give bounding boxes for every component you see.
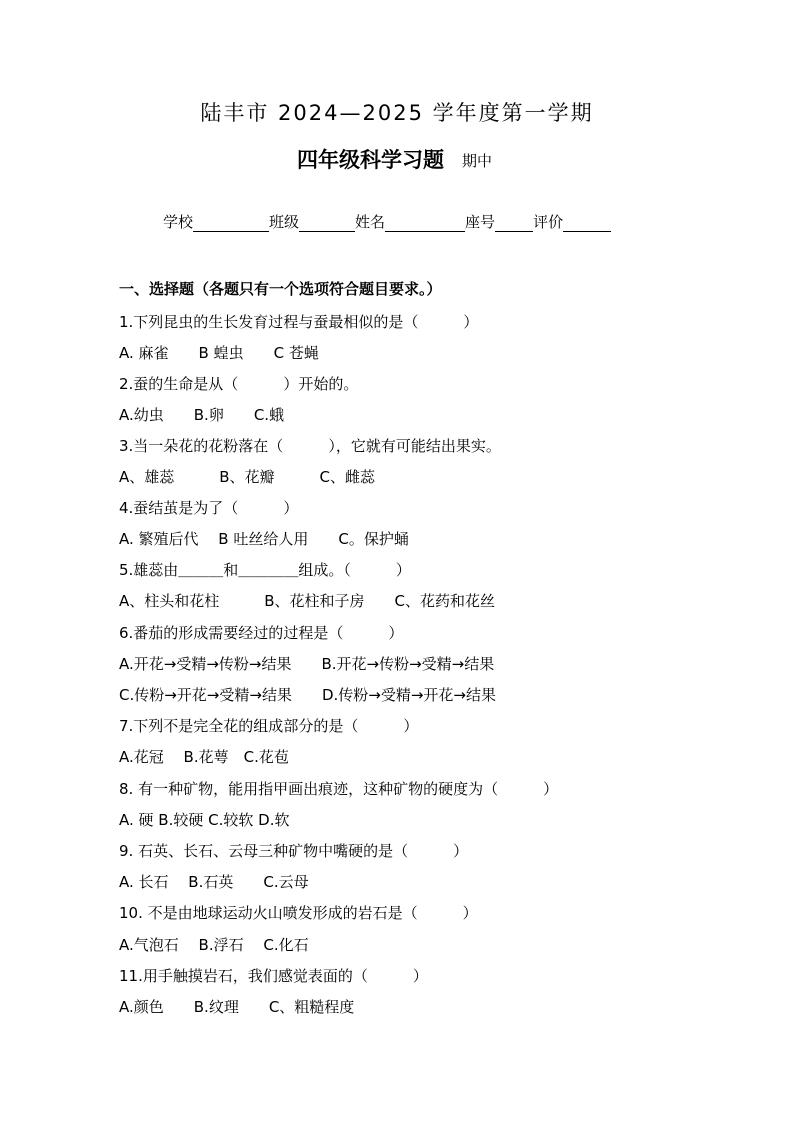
options-10: A.气泡石 B.浮石 C.化石 xyxy=(119,936,309,954)
question-2: 2.蚕的生命是从（ ）开始的。 xyxy=(119,375,359,393)
question-11: 11.用手触摸岩石，我们感觉表面的（ ） xyxy=(119,967,428,985)
class-blank xyxy=(299,215,355,232)
question-1: 1.下列昆虫的生长发育过程与蚕最相似的是（ ） xyxy=(119,313,479,331)
options-1: A. 麻雀 B 蝗虫 C 苍蝇 xyxy=(119,344,319,362)
exam-title: 陆丰市 2024—2025 学年度第一学期 xyxy=(200,101,594,125)
question-7: 7.下列不是完全花的组成部分的是（ ） xyxy=(119,717,419,735)
student-info-row xyxy=(163,211,611,232)
question-10: 10. 不是由地球运动火山喷发形成的岩石是（ ） xyxy=(119,904,478,922)
question-6: 6.番茄的形成需要经过的过程是（ ） xyxy=(119,624,404,642)
question-3: 3.当一朵花的花粉落在（ ），它就有可能结出果实。 xyxy=(119,437,501,455)
options-7: A.花冠 B.花萼 C.花苞 xyxy=(119,748,289,766)
school-label: 学校 xyxy=(163,213,194,231)
name-label: 姓名 xyxy=(355,213,386,231)
options-4: A. 繁殖后代 B 吐丝给人用 C。保护蛹 xyxy=(119,530,409,548)
seat-label: 座号 xyxy=(465,213,496,231)
exam-subtitle: 四年级科学习题 xyxy=(297,148,444,172)
seat-blank xyxy=(495,215,533,232)
grade-label: 评价 xyxy=(533,213,564,231)
question-5: 5.雄蕊由＿＿＿和＿＿＿＿组成。（ ） xyxy=(119,561,411,579)
options-8: A. 硬 B.较硬 C.较软 D.软 xyxy=(119,811,290,829)
options-5: A、柱头和花柱 B、花柱和子房 C、花药和花丝 xyxy=(119,592,496,610)
grade-blank xyxy=(563,215,611,232)
options-9: A. 长石 B.石英 C.云母 xyxy=(119,873,309,891)
options-6b: C.传粉→开花→受精→结果 D.传粉→受精→开花→结果 xyxy=(119,686,496,704)
exam-subtitle-tag: 期中 xyxy=(462,152,493,170)
question-4: 4.蚕结茧是为了（ ） xyxy=(119,499,299,517)
options-3: A、雄蕊 B、花瓣 C、雌蕊 xyxy=(119,468,376,486)
options-11: A.颜色 B.纹理 C、粗糙程度 xyxy=(119,998,355,1016)
school-blank xyxy=(193,215,269,232)
options-6a: A.开花→受精→传粉→结果 B.开花→传粉→受精→结果 xyxy=(119,655,495,673)
class-label: 班级 xyxy=(269,213,300,231)
section-heading: 一、选择题（各题只有一个选项符合题目要求。） xyxy=(119,280,442,298)
question-8: 8. 有一种矿物，能用指甲画出痕迹，这种矿物的硬度为（ ） xyxy=(119,780,559,798)
name-blank xyxy=(385,215,465,232)
question-9: 9. 石英、长石、云母三种矿物中嘴硬的是（ ） xyxy=(119,842,469,860)
options-2: A.幼虫 B.卵 C.蛾 xyxy=(119,406,285,424)
